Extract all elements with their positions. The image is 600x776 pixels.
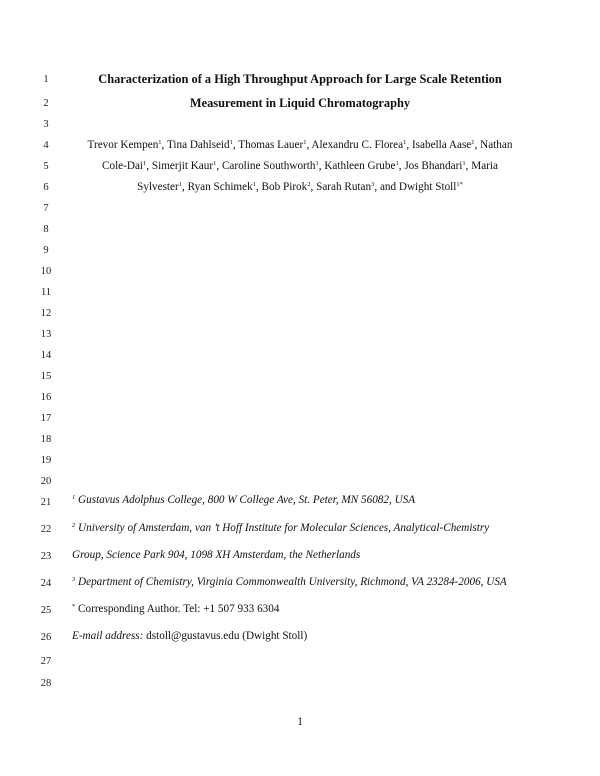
line-number: 28	[40, 678, 52, 689]
line-number: 24	[40, 578, 52, 589]
affiliation-2-line-2: Group, Science Park 904, 1098 XH Amsterdam, the Netherlands	[72, 549, 361, 561]
line-number: 25	[40, 605, 52, 616]
line-number: 15	[40, 371, 52, 382]
line-number: 4	[43, 140, 49, 151]
line-number: 22	[40, 524, 52, 535]
author-line-3: Sylvester$^1$, Ryan Schimek$^1$, Bob Pirok$^2$, Sarah Rutan$^3$, and Dwight Stoll$^{1*}$	[137, 181, 463, 193]
line-number: 2	[43, 98, 49, 109]
author-line-2: Cole-Dai$^1$, Simerjit Kaur$^1$, Caroline Southworth$^1$, Kathleen Grube$^1$, Jos Bhandari$^1$, Maria	[102, 160, 498, 172]
line-number: 20	[40, 476, 52, 487]
line-number: 18	[40, 434, 52, 445]
line-number: 19	[40, 455, 52, 466]
line-number: 17	[40, 413, 52, 424]
line-number: 1	[43, 74, 49, 85]
line-number: 8	[43, 224, 49, 235]
email-line	[72, 629, 307, 643]
title-line-1: Characterization of a High Throughput Approach for Large Scale Retention	[98, 72, 502, 86]
line-number: 7	[43, 203, 49, 214]
affiliation-1: $^1$ Gustavus Adolphus College, 800 W College Ave, St. Peter, MN 56082, USA	[72, 494, 416, 506]
line-number: 16	[40, 392, 52, 403]
line-number: 27	[40, 656, 52, 667]
page-number: 1	[297, 716, 303, 728]
line-number: 6	[43, 182, 49, 193]
affiliation-3: $^3$ Department of Chemistry, Virginia Commonwealth University, Richmond, VA 23284-2006, USA	[72, 576, 507, 588]
line-number: 3	[43, 119, 49, 130]
line-number: 5	[43, 161, 49, 172]
line-number: 10	[40, 266, 52, 277]
title-line-2: Measurement in Liquid Chromatography	[189, 96, 411, 110]
affiliation-2-line-1: $^2$ University of Amsterdam, van ’t Hoff Institute for Molecular Sciences, Analytical-Chemistry	[72, 522, 490, 534]
email-label: E-mail address:	[72, 630, 144, 642]
line-number: 12	[40, 308, 52, 319]
line-number: 26	[40, 632, 52, 643]
line-number: 11	[40, 287, 52, 298]
line-number: 9	[43, 245, 49, 256]
email-address[interactable]: dstoll@gustavus.edu (Dwight Stoll)	[143, 630, 308, 642]
line-number: 21	[40, 497, 52, 508]
author-line-1: Trevor Kempen$^1$, Tina Dahlseid$^1$, Thomas Lauer$^1$, Alexandru C. Florea$^1$, Isabella Aase$^1$, Nathan	[87, 139, 513, 151]
line-number: 14	[40, 350, 52, 361]
corresponding-author: * Corresponding Author. Tel: +1 507 933 6304	[72, 603, 280, 615]
line-number: 23	[40, 551, 52, 562]
line-number: 13	[40, 329, 52, 340]
